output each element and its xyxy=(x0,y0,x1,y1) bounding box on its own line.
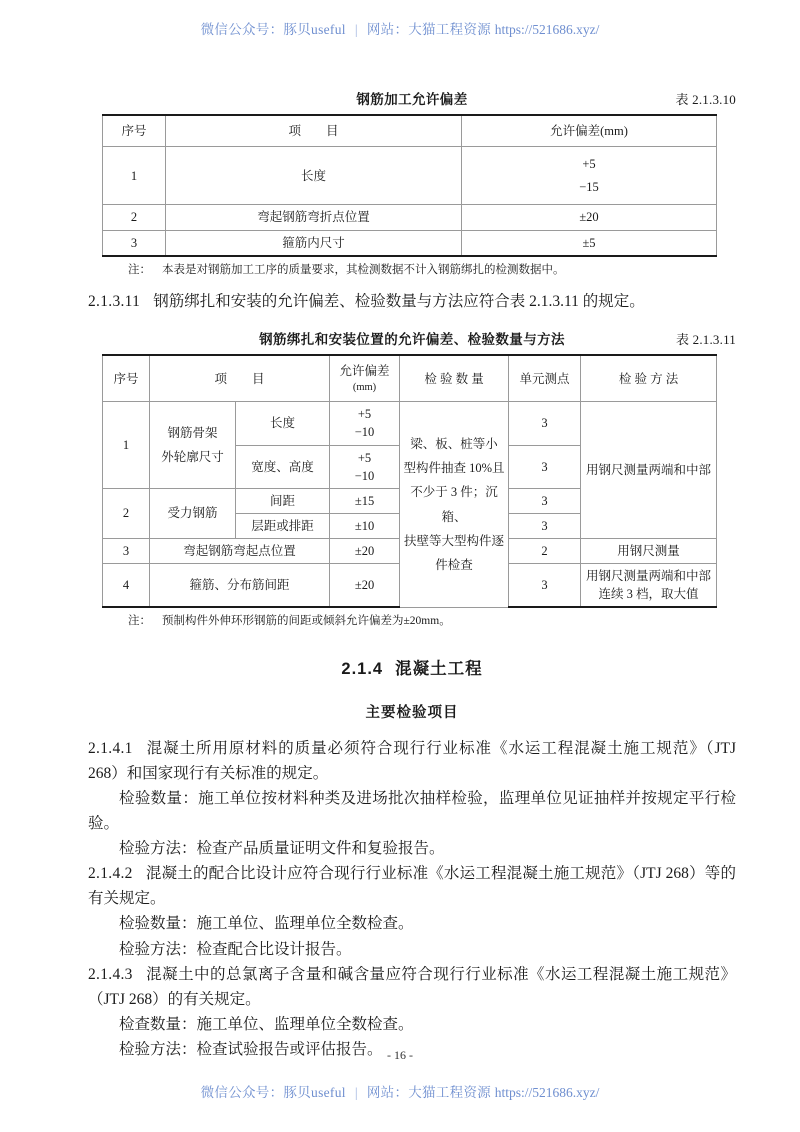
table1-r3-tolerance: ±5 xyxy=(462,230,717,256)
table1-r1-tol-lower: −15 xyxy=(579,180,599,195)
clause-2-1-4-1-number: 2.1.4.1 xyxy=(88,739,133,757)
table2-r4-no: 4 xyxy=(103,564,150,608)
table2-r1-sub2-tolerance xyxy=(330,445,400,488)
section-title: 混凝土工程 xyxy=(395,659,483,678)
table2-r3-item: 弯起钢筋弯起点位置 xyxy=(150,539,330,564)
table2-header-method: 检 验 方 法 xyxy=(581,355,717,402)
table2-title: 钢筋绑扎和安装位置的允许偏差、检验数量与方法 xyxy=(259,331,565,347)
table2-r2-sub2-tolerance: ±10 xyxy=(330,513,400,538)
clause-2-1-4-2-method: 检验方法：检查配合比设计报告。 xyxy=(119,940,352,958)
table2-r4-method xyxy=(581,564,717,608)
clause-2-1-4-3-method: 检验方法：检查试验报告或评估报告。 xyxy=(119,1041,383,1059)
table-row xyxy=(103,402,717,445)
watermark-url: https://521686.xyz/ xyxy=(494,22,600,37)
table2-r2-sub2-points: 3 xyxy=(509,513,581,538)
table2-header-tolerance-text: 允许偏差 xyxy=(339,363,390,378)
section-subtitle: 主要检验项目 xyxy=(365,704,459,721)
section-number: 2.1.4 xyxy=(341,659,384,678)
table2-header-item: 项 目 xyxy=(150,355,330,402)
table2-header-row xyxy=(103,355,717,402)
table1-header-row xyxy=(103,115,717,147)
clause-2-1-4-3-number: 2.1.4.3 xyxy=(88,965,133,983)
table-reinforcement-processing-tolerance xyxy=(102,114,717,257)
clause-2-1-4-2-text: 混凝土的配合比设计应符合现行行业标准《水运工程混凝土施工规范》（JTJ 268）等的有关规定。 xyxy=(88,865,736,908)
table1-r1-tolerance xyxy=(462,147,717,205)
table2-r1-item xyxy=(150,402,236,489)
table2-r3-no: 3 xyxy=(103,539,150,564)
table-reinforcement-binding-tolerance xyxy=(102,354,717,608)
table1-note xyxy=(128,262,736,279)
table2-quantity-l5: 件检查 xyxy=(435,558,473,573)
clause-2-1-4-2-quantity: 检验数量：施工单位、监理单位全数检查。 xyxy=(119,915,414,933)
wechat-value: 豚贝useful xyxy=(283,22,346,37)
page-number: - 16 - xyxy=(387,1048,413,1062)
table1-header-no: 序号 xyxy=(103,115,166,147)
table2-caption xyxy=(88,328,736,350)
table2-r1-sub1-tolerance xyxy=(330,402,400,445)
table2-note-lead: 注： xyxy=(128,615,151,628)
section-heading xyxy=(88,655,736,679)
table2-header-tolerance xyxy=(330,355,400,402)
table2-header-points: 单元测点 xyxy=(509,355,581,402)
table2-r1-sub2-tol-lower: −10 xyxy=(354,468,375,483)
table1-caption xyxy=(88,88,736,110)
table2-r1-no: 1 xyxy=(103,402,150,489)
clause-2-1-3-11 xyxy=(88,289,736,314)
clause-2-1-4-1-method: 检验方法：检查产品质量证明文件和复验报告。 xyxy=(119,840,445,858)
table1-r2-no: 2 xyxy=(103,205,166,230)
clause-2-1-4-3 xyxy=(88,962,736,1012)
table2-r1-sub2: 宽度、高度 xyxy=(236,445,330,488)
table2-r1-sub1-tol-upper: +5 xyxy=(357,407,372,422)
table2-quantity-l1: 梁、板、桩等小 xyxy=(410,436,498,451)
clause-2-1-4-3-quantity: 检查数量：施工单位、监理单位全数检查。 xyxy=(119,1015,414,1033)
table2-quantity-merged xyxy=(400,402,509,608)
table2-quantity-l4: 扶壁等大型构件逐 xyxy=(404,534,505,549)
table2-r4-points: 3 xyxy=(509,564,581,608)
clause-2-1-4-2-number: 2.1.4.2 xyxy=(88,865,133,883)
table1-r3-no: 3 xyxy=(103,230,166,256)
table2-header-no: 序号 xyxy=(103,355,150,402)
table1-r1-tol-upper: +5 xyxy=(582,157,596,172)
watermark-url-footer: https://521686.xyz/ xyxy=(494,1085,600,1100)
table1-r1-item: 长度 xyxy=(166,147,462,205)
table2-r4-item: 箍筋、分布筋间距 xyxy=(150,564,330,608)
table1-title: 钢筋加工允许偏差 xyxy=(356,92,468,107)
wechat-label: 微信公众号： xyxy=(200,22,284,37)
table1-r3-item: 箍筋内尺寸 xyxy=(166,230,462,256)
table2-r2-no: 2 xyxy=(103,488,150,538)
table2-method-merged: 用钢尺测量两端和中部 xyxy=(581,402,717,539)
table2-quantity-l3: 不少于 3 件；沉箱、 xyxy=(410,485,498,524)
table2-r1-sub2-tol-upper: +5 xyxy=(357,450,372,465)
table2-r1-sub1: 长度 xyxy=(236,402,330,445)
table1-note-lead: 注： xyxy=(128,263,151,276)
table2-r1-item-a: 钢筋骨架 xyxy=(167,426,218,441)
table1-r2-tolerance: ±20 xyxy=(462,205,717,230)
table2-r3-points: 2 xyxy=(509,539,581,564)
table2-quantity-l2: 型构件抽查 10%且 xyxy=(403,460,505,475)
site-value-footer: 大猫工程资源 xyxy=(408,1085,492,1100)
table-row xyxy=(103,205,717,230)
table2-r2-sub1-points: 3 xyxy=(509,488,581,513)
clause-2-1-4-1-text: 混凝土所用原材料的质量必须符合现行行业标准《水运工程混凝土施工规范》（JTJ 268）和国家现行有关标准的规定。 xyxy=(88,739,736,782)
table1-r1-no: 1 xyxy=(103,147,166,205)
table2-r2-sub1-tolerance: ±15 xyxy=(330,488,400,513)
table2-header-quantity: 检 验 数 量 xyxy=(400,355,509,402)
table-row xyxy=(103,230,717,256)
table2-r2-item: 受力钢筋 xyxy=(150,488,236,538)
table1-header-item: 项 目 xyxy=(166,115,462,147)
clause-2-1-4-1-quantity: 检验数量：施工单位按材料种类及进场批次抽样检验，监理单位见证抽样并按规定平行检验。 xyxy=(88,789,736,833)
clause-2-1-3-11-text: 钢筋绑扎和安装的允许偏差、检验数量与方法应符合表 2.1.3.11 的规定。 xyxy=(153,292,645,310)
site-label: 网站： xyxy=(366,22,409,37)
clause-2-1-4-2 xyxy=(88,861,736,911)
table2-r4-method-a: 用钢尺测量两端和中部 xyxy=(586,569,712,584)
table-row xyxy=(103,147,717,205)
table1-header-tolerance: 允许偏差(mm) xyxy=(462,115,717,147)
watermark-header xyxy=(0,18,800,38)
document-content xyxy=(88,88,736,1062)
watermark-separator-footer: | xyxy=(354,1085,358,1100)
site-value: 大猫工程资源 xyxy=(408,22,492,37)
site-label-footer: 网站： xyxy=(366,1085,409,1100)
table2-number: 表 2.1.3.11 xyxy=(675,331,736,347)
watermark-separator: | xyxy=(354,22,358,37)
table2-r3-tolerance: ±20 xyxy=(330,539,400,564)
table2-r4-tolerance: ±20 xyxy=(330,564,400,608)
table1-r2-item: 弯起钢筋弯折点位置 xyxy=(166,205,462,230)
table1-number: 表 2.1.3.10 xyxy=(675,92,736,107)
table2-r1-sub1-points: 3 xyxy=(509,402,581,445)
table2-r1-item-b: 外轮廓尺寸 xyxy=(161,449,224,464)
table2-r3-method: 用钢尺测量 xyxy=(581,539,717,564)
table2-r2-sub2: 层距或排距 xyxy=(236,513,330,538)
clause-2-1-3-11-number: 2.1.3.11 xyxy=(88,292,141,310)
table2-note xyxy=(128,613,736,630)
table1-note-text: 本表是对钢筋加工工序的质量要求，其检测数据不计入钢筋绑扎的检测数据中。 xyxy=(162,263,565,276)
table2-note-text: 预制构件外伸环形钢筋的间距或倾斜允许偏差为±20mm。 xyxy=(162,615,451,628)
table2-r1-sub1-tol-lower: −10 xyxy=(354,425,375,440)
table2-r1-sub2-points: 3 xyxy=(509,445,581,488)
clause-2-1-4-1 xyxy=(88,736,736,786)
clause-2-1-4-3-text: 混凝土中的总氯离子含量和碱含量应符合现行行业标准《水运工程混凝土施工规范》（JTJ 268）的有关规定。 xyxy=(88,965,736,1008)
wechat-label-footer: 微信公众号： xyxy=(200,1085,284,1100)
table2-r2-sub1: 间距 xyxy=(236,488,330,513)
table2-r4-method-b: 连续 3 档，取大值 xyxy=(598,587,699,602)
table2-header-tolerance-unit: (mm) xyxy=(352,382,377,394)
watermark-footer xyxy=(0,1081,800,1101)
wechat-value-footer: 豚贝useful xyxy=(283,1085,346,1100)
